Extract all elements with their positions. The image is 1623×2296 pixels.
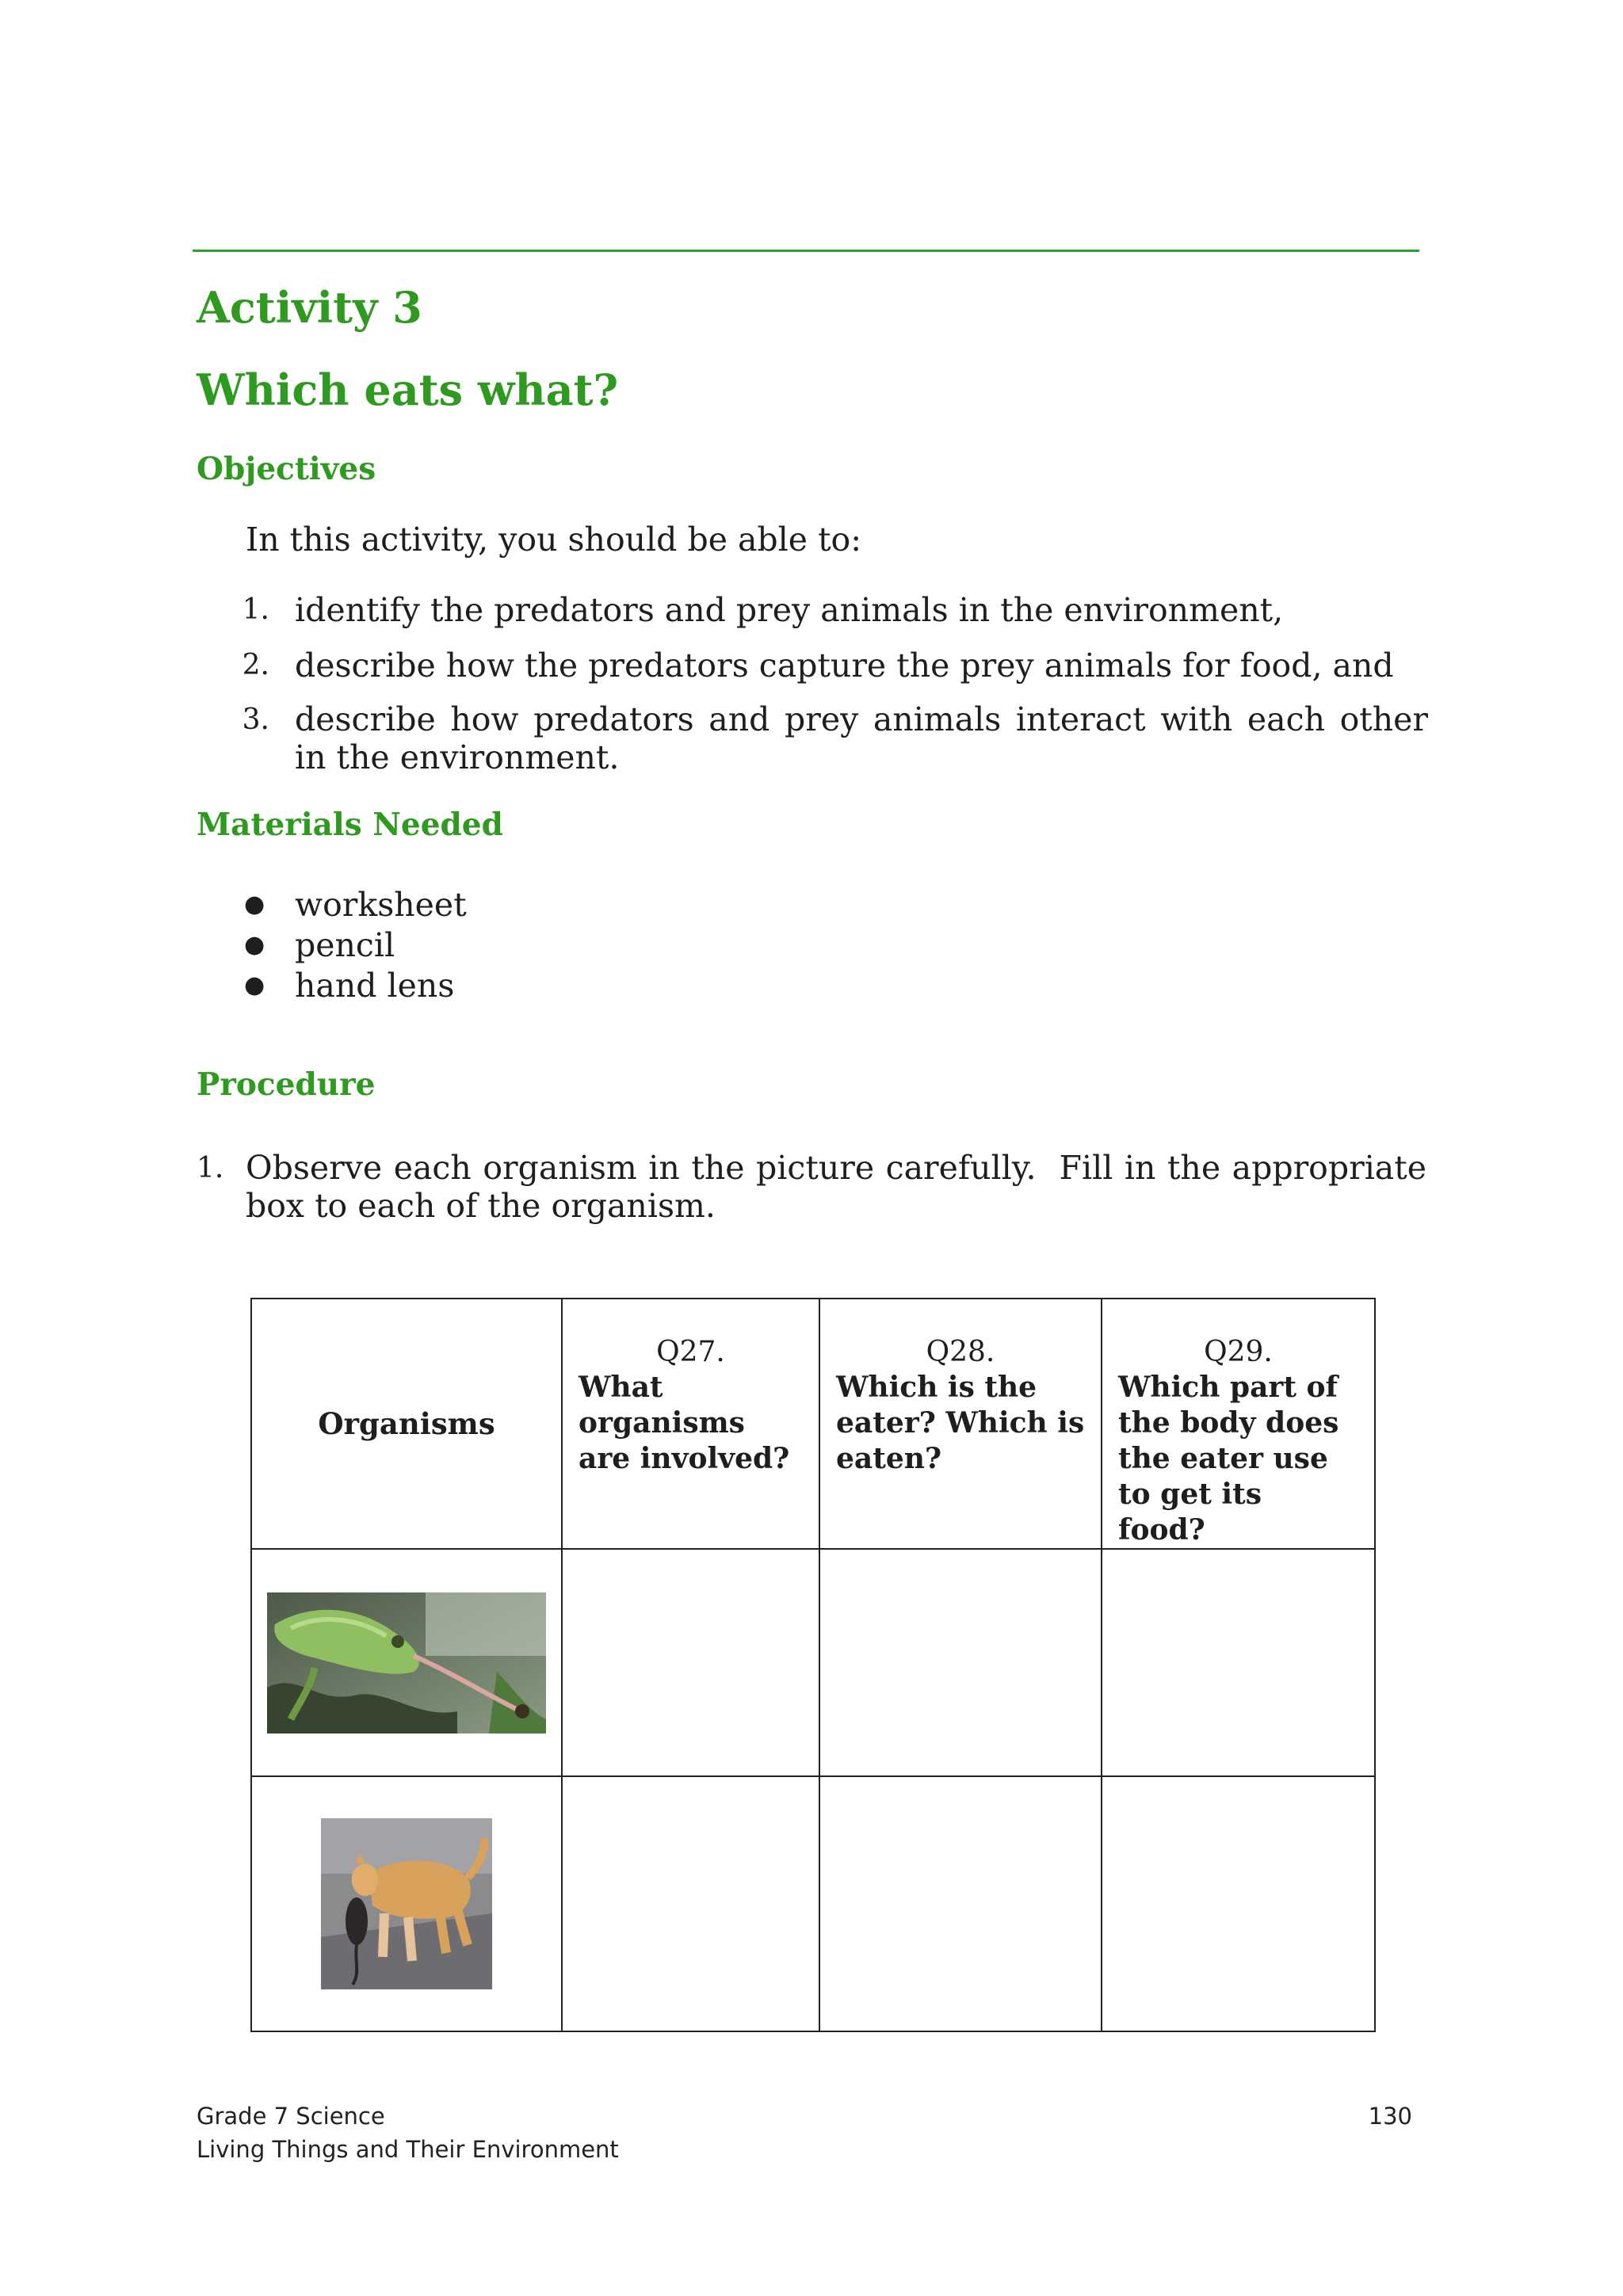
procedure-heading: Procedure bbox=[197, 1066, 376, 1103]
organism-image-cell bbox=[251, 1776, 562, 2031]
procedure-step-text: Observe each organism in the picture carefully. Fill in the appropriate box to each of the organism. bbox=[246, 1149, 1438, 1225]
bullet-icon: ● bbox=[244, 931, 265, 959]
question-text: Which is the eater? Which is eaten? bbox=[836, 1371, 1085, 1475]
material-label: pencil bbox=[295, 926, 395, 964]
header-rule bbox=[193, 250, 1419, 252]
activity-title: Activity 3 bbox=[197, 282, 422, 333]
footer-subject: Grade 7 Science bbox=[197, 2103, 385, 2130]
materials-heading: Materials Needed bbox=[197, 807, 503, 843]
material-label: hand lens bbox=[295, 967, 455, 1005]
objectives-intro: In this activity, you should be able to: bbox=[246, 521, 862, 559]
material-label: worksheet bbox=[295, 886, 467, 924]
question-number: Q29. bbox=[1204, 1336, 1273, 1368]
objective-text: describe how predators and prey animals interact with each other in the environment. bbox=[295, 700, 1428, 776]
procedure-step-number: 1. bbox=[197, 1152, 224, 1184]
objective-text: describe how the predators capture the prey animals for food, and bbox=[295, 646, 1394, 685]
q28-answer-cell[interactable] bbox=[819, 1776, 1102, 2031]
activity-subtitle: Which eats what? bbox=[197, 364, 619, 415]
footer-unit: Living Things and Their Environment bbox=[197, 2136, 619, 2163]
table-row bbox=[251, 1549, 1375, 1776]
table-header-row bbox=[251, 1299, 1375, 1549]
q27-answer-cell[interactable] bbox=[562, 1549, 819, 1776]
question-number: Q28. bbox=[926, 1336, 995, 1368]
q29-answer-cell[interactable] bbox=[1102, 1549, 1375, 1776]
table-row bbox=[251, 1776, 1375, 2031]
q28-header bbox=[819, 1299, 1102, 1549]
organisms-table bbox=[250, 1298, 1376, 2032]
question-text: Which part of the body does the eater use to get its food? bbox=[1118, 1371, 1339, 1547]
q27-answer-cell[interactable] bbox=[562, 1776, 819, 2031]
objectives-heading: Objectives bbox=[197, 451, 376, 487]
chameleon-image bbox=[267, 1592, 546, 1733]
question-number: Q27. bbox=[656, 1336, 725, 1368]
objective-number: 3. bbox=[242, 704, 269, 736]
objective-text: identify the predators and prey animals in the environment, bbox=[295, 591, 1284, 629]
q29-answer-cell[interactable] bbox=[1102, 1776, 1375, 2031]
q27-header bbox=[562, 1299, 819, 1549]
organisms-header: Organisms bbox=[251, 1299, 562, 1549]
organism-image-cell bbox=[251, 1549, 562, 1776]
question-text: What organisms are involved? bbox=[579, 1371, 790, 1475]
bullet-icon: ● bbox=[244, 971, 265, 999]
cat-image bbox=[321, 1818, 492, 1989]
objective-number: 2. bbox=[242, 649, 269, 681]
q28-answer-cell[interactable] bbox=[819, 1549, 1102, 1776]
bullet-icon: ● bbox=[244, 891, 265, 918]
page-number: 130 bbox=[1368, 2103, 1412, 2130]
q29-header bbox=[1102, 1299, 1375, 1549]
objective-number: 1. bbox=[242, 593, 269, 626]
